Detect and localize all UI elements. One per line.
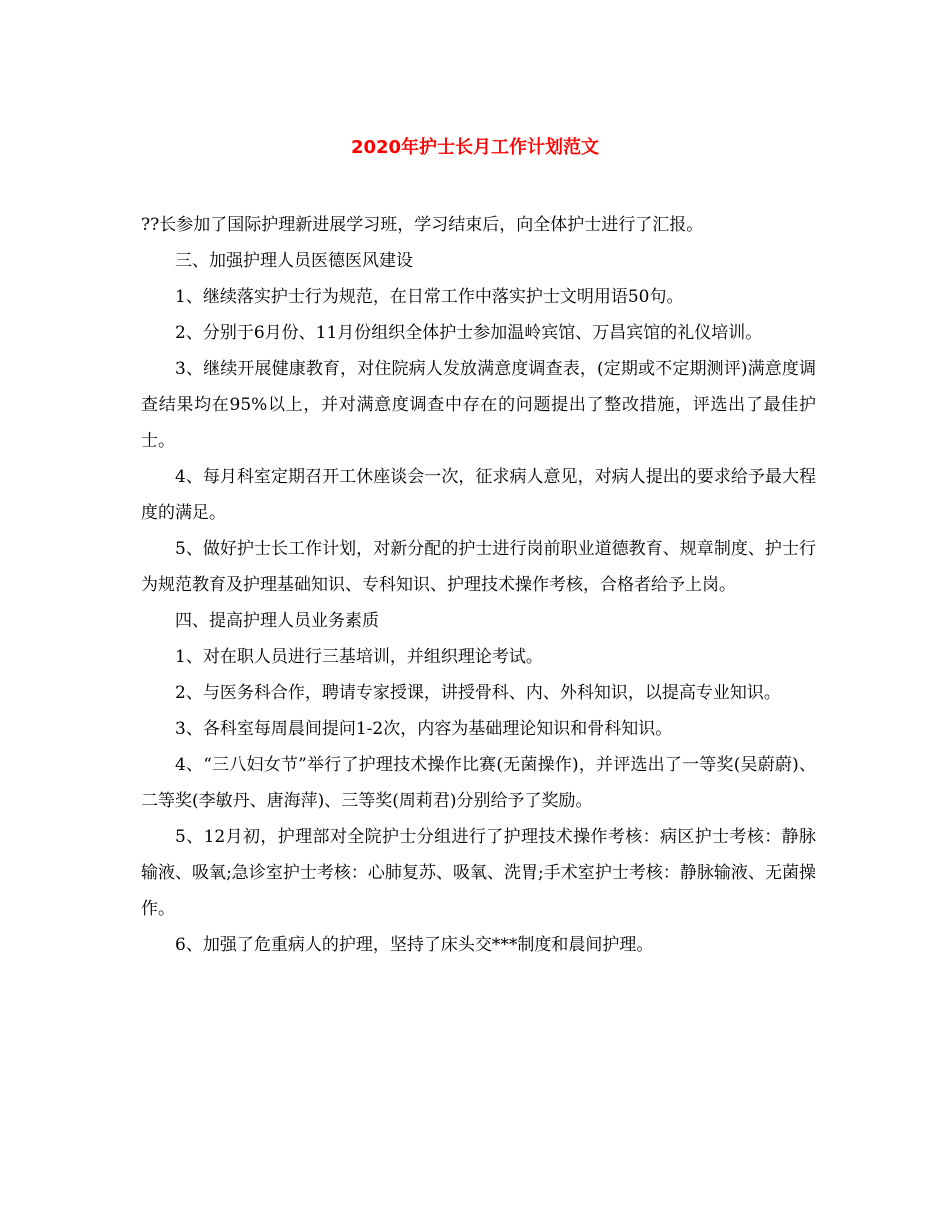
document-title: 2020年护士长月工作计划范文	[350, 137, 600, 158]
paragraph-ethics-5: 5、做好护士长工作计划，对新分配的护士进行岗前职业道德教育、规章制度、护士行为规范教育及护理基础知识、专科知识、护理技术操作考核，合格者给予上岗。	[141, 539, 816, 595]
paragraph-skills-3: 3、各科室每周晨间提问1-2次，内容为基础理论知识和骨科知识。	[175, 719, 673, 739]
section-heading-skills: 四、提高护理人员业务素质	[175, 611, 379, 631]
paragraph-skills-5: 5、12月初，护理部对全院护士分组进行了护理技术操作考核：病区护士考核：静脉输液、吸氧;急诊室护士考核：心肺复苏、吸氧、洗胃;手术室护士考核：静脉输液、无菌操作。	[141, 827, 816, 919]
paragraph-ethics-3: 3、继续开展健康教育，对住院病人发放满意度调查表，(定期或不定期测评)满意度调查结果均在95%以上，并对满意度调查中存在的问题提出了整改措施，评选出了最佳护士。	[141, 359, 816, 451]
paragraph-ethics-4: 4、每月科室定期召开工休座谈会一次，征求病人意见，对病人提出的要求给予最大程度的满足。	[141, 467, 816, 523]
paragraph-intro: ??长参加了国际护理新进展学习班，学习结束后，向全体护士进行了汇报。	[141, 215, 704, 235]
paragraph-skills-1: 1、对在职人员进行三基培训，并组织理论考试。	[175, 647, 543, 667]
paragraph-ethics-1: 1、继续落实护士行为规范，在日常工作中落实护士文明用语50句。	[175, 287, 684, 307]
paragraph-skills-2: 2、与医务科合作，聘请专家授课，讲授骨科、内、外科知识，以提高专业知识。	[175, 683, 781, 703]
section-heading-ethics: 三、加强护理人员医德医风建设	[175, 251, 413, 271]
paragraph-skills-6: 6、加强了危重病人的护理，坚持了床头交***制度和晨间护理。	[175, 935, 654, 955]
paragraph-skills-4: 4、“三八妇女节”举行了护理技术操作比赛(无菌操作)，并评选出了一等奖(吴蔚蔚)、二等奖(李敏丹、唐海萍)、三等奖(周莉君)分别给予了奖励。	[141, 755, 816, 811]
paragraph-ethics-2: 2、分别于6月份、11月份组织全体护士参加温岭宾馆、万昌宾馆的礼仪培训。	[175, 323, 763, 343]
document-body	[141, 207, 816, 963]
